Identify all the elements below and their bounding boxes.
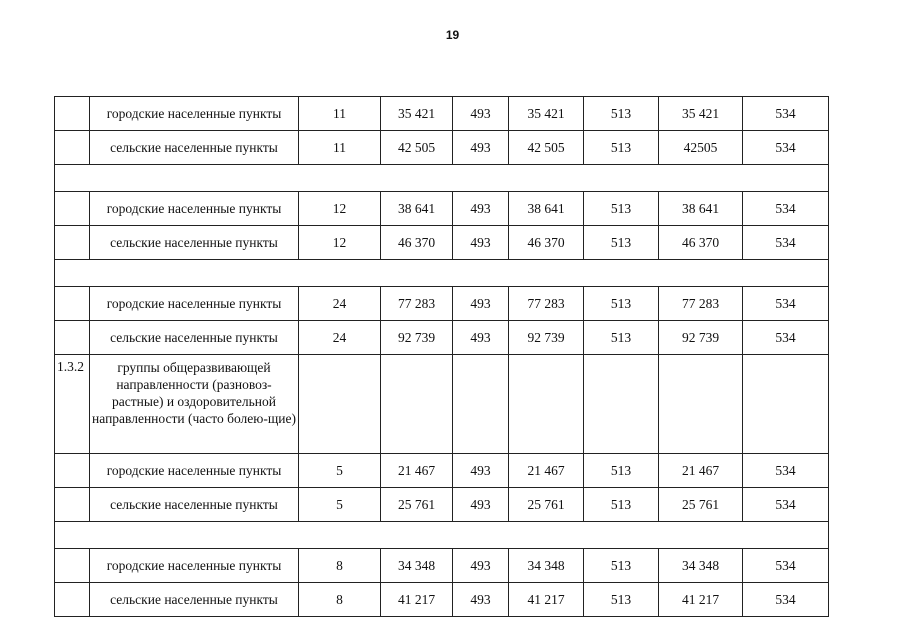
value-cell-c2: 92 739 bbox=[381, 321, 453, 355]
value-cell-c5: 513 bbox=[584, 192, 659, 226]
row-name-cell: сельские населенные пункты bbox=[90, 226, 299, 260]
value-cell-c6: 21 467 bbox=[659, 454, 743, 488]
value-cell-c6: 77 283 bbox=[659, 287, 743, 321]
value-cell-c7: 534 bbox=[743, 549, 829, 583]
value-cell-c6 bbox=[659, 355, 743, 454]
row-code-cell bbox=[55, 321, 90, 355]
row-code-cell bbox=[55, 488, 90, 522]
value-cell-c2: 77 283 bbox=[381, 287, 453, 321]
row-name-cell: сельские населенные пункты bbox=[90, 488, 299, 522]
value-cell-c2 bbox=[381, 355, 453, 454]
value-cell-c6: 35 421 bbox=[659, 97, 743, 131]
value-cell-c4: 42 505 bbox=[509, 131, 584, 165]
value-cell-c4: 38 641 bbox=[509, 192, 584, 226]
table-row bbox=[55, 549, 829, 583]
table-row bbox=[55, 226, 829, 260]
value-cell-c2: 46 370 bbox=[381, 226, 453, 260]
value-cell-c5: 513 bbox=[584, 321, 659, 355]
value-cell-c6: 46 370 bbox=[659, 226, 743, 260]
spacer-row bbox=[55, 260, 829, 287]
value-cell-c7: 534 bbox=[743, 97, 829, 131]
value-cell-c2: 25 761 bbox=[381, 488, 453, 522]
row-code-cell bbox=[55, 131, 90, 165]
row-name-cell: сельские населенные пункты bbox=[90, 131, 299, 165]
value-cell-c4: 92 739 bbox=[509, 321, 584, 355]
value-cell-c2: 41 217 bbox=[381, 583, 453, 617]
value-cell-c7: 534 bbox=[743, 192, 829, 226]
value-cell-c1: 12 bbox=[299, 226, 381, 260]
row-code-cell bbox=[55, 192, 90, 226]
value-cell-c3 bbox=[453, 355, 509, 454]
value-cell-c5: 513 bbox=[584, 549, 659, 583]
spacer-cell bbox=[55, 165, 829, 192]
value-cell-c3: 493 bbox=[453, 287, 509, 321]
row-code-cell bbox=[55, 549, 90, 583]
value-cell-c4: 41 217 bbox=[509, 583, 584, 617]
value-cell-c1 bbox=[299, 355, 381, 454]
value-cell-c7: 534 bbox=[743, 131, 829, 165]
value-cell-c6: 41 217 bbox=[659, 583, 743, 617]
value-cell-c2: 34 348 bbox=[381, 549, 453, 583]
value-cell-c3: 493 bbox=[453, 192, 509, 226]
value-cell-c4 bbox=[509, 355, 584, 454]
value-cell-c6: 38 641 bbox=[659, 192, 743, 226]
tariff-table bbox=[54, 96, 829, 617]
row-name-cell: городские населенные пункты bbox=[90, 192, 299, 226]
value-cell-c2: 21 467 bbox=[381, 454, 453, 488]
value-cell-c5: 513 bbox=[584, 583, 659, 617]
row-code-cell: 1.3.2 bbox=[55, 355, 90, 454]
value-cell-c7 bbox=[743, 355, 829, 454]
row-name-cell: городские населенные пункты bbox=[90, 97, 299, 131]
section-heading-row bbox=[55, 355, 829, 454]
value-cell-c5: 513 bbox=[584, 454, 659, 488]
value-cell-c3: 493 bbox=[453, 488, 509, 522]
table-row bbox=[55, 192, 829, 226]
table-row bbox=[55, 583, 829, 617]
row-code-cell bbox=[55, 226, 90, 260]
value-cell-c5: 513 bbox=[584, 97, 659, 131]
value-cell-c3: 493 bbox=[453, 131, 509, 165]
row-code-cell bbox=[55, 287, 90, 321]
table-row bbox=[55, 131, 829, 165]
spacer-cell bbox=[55, 522, 829, 549]
table-row bbox=[55, 321, 829, 355]
row-name-cell: сельские населенные пункты bbox=[90, 321, 299, 355]
value-cell-c6: 92 739 bbox=[659, 321, 743, 355]
value-cell-c6: 42505 bbox=[659, 131, 743, 165]
row-code-cell bbox=[55, 97, 90, 131]
value-cell-c3: 493 bbox=[453, 583, 509, 617]
spacer-cell bbox=[55, 260, 829, 287]
value-cell-c1: 11 bbox=[299, 131, 381, 165]
row-name-cell: сельские населенные пункты bbox=[90, 583, 299, 617]
table-row bbox=[55, 287, 829, 321]
value-cell-c3: 493 bbox=[453, 454, 509, 488]
spacer-row bbox=[55, 165, 829, 192]
row-name-cell: группы общеразвивающей направленности (разновоз-растные) и оздоровительной направленности (часто болею-щие) bbox=[90, 355, 299, 454]
value-cell-c6: 25 761 bbox=[659, 488, 743, 522]
row-code-cell bbox=[55, 454, 90, 488]
value-cell-c4: 35 421 bbox=[509, 97, 584, 131]
value-cell-c4: 21 467 bbox=[509, 454, 584, 488]
value-cell-c4: 34 348 bbox=[509, 549, 584, 583]
spacer-row bbox=[55, 522, 829, 549]
value-cell-c1: 24 bbox=[299, 287, 381, 321]
value-cell-c7: 534 bbox=[743, 226, 829, 260]
value-cell-c5: 513 bbox=[584, 131, 659, 165]
value-cell-c1: 11 bbox=[299, 97, 381, 131]
value-cell-c3: 493 bbox=[453, 97, 509, 131]
table-row bbox=[55, 454, 829, 488]
row-name-cell: городские населенные пункты bbox=[90, 454, 299, 488]
value-cell-c1: 5 bbox=[299, 488, 381, 522]
table-body bbox=[55, 97, 829, 617]
value-cell-c5 bbox=[584, 355, 659, 454]
value-cell-c7: 534 bbox=[743, 454, 829, 488]
row-name-cell: городские населенные пункты bbox=[90, 287, 299, 321]
value-cell-c4: 46 370 bbox=[509, 226, 584, 260]
value-cell-c1: 12 bbox=[299, 192, 381, 226]
value-cell-c1: 5 bbox=[299, 454, 381, 488]
value-cell-c3: 493 bbox=[453, 226, 509, 260]
value-cell-c2: 38 641 bbox=[381, 192, 453, 226]
value-cell-c7: 534 bbox=[743, 583, 829, 617]
value-cell-c7: 534 bbox=[743, 321, 829, 355]
value-cell-c5: 513 bbox=[584, 488, 659, 522]
value-cell-c2: 35 421 bbox=[381, 97, 453, 131]
value-cell-c4: 25 761 bbox=[509, 488, 584, 522]
value-cell-c2: 42 505 bbox=[381, 131, 453, 165]
table-row bbox=[55, 488, 829, 522]
value-cell-c5: 513 bbox=[584, 226, 659, 260]
value-cell-c1: 8 bbox=[299, 583, 381, 617]
page-number: 19 bbox=[445, 28, 460, 42]
value-cell-c3: 493 bbox=[453, 549, 509, 583]
value-cell-c3: 493 bbox=[453, 321, 509, 355]
value-cell-c4: 77 283 bbox=[509, 287, 584, 321]
value-cell-c1: 24 bbox=[299, 321, 381, 355]
row-code-cell bbox=[55, 583, 90, 617]
value-cell-c6: 34 348 bbox=[659, 549, 743, 583]
value-cell-c1: 8 bbox=[299, 549, 381, 583]
value-cell-c5: 513 bbox=[584, 287, 659, 321]
value-cell-c7: 534 bbox=[743, 488, 829, 522]
value-cell-c7: 534 bbox=[743, 287, 829, 321]
row-name-cell: городские населенные пункты bbox=[90, 549, 299, 583]
table-row bbox=[55, 97, 829, 131]
